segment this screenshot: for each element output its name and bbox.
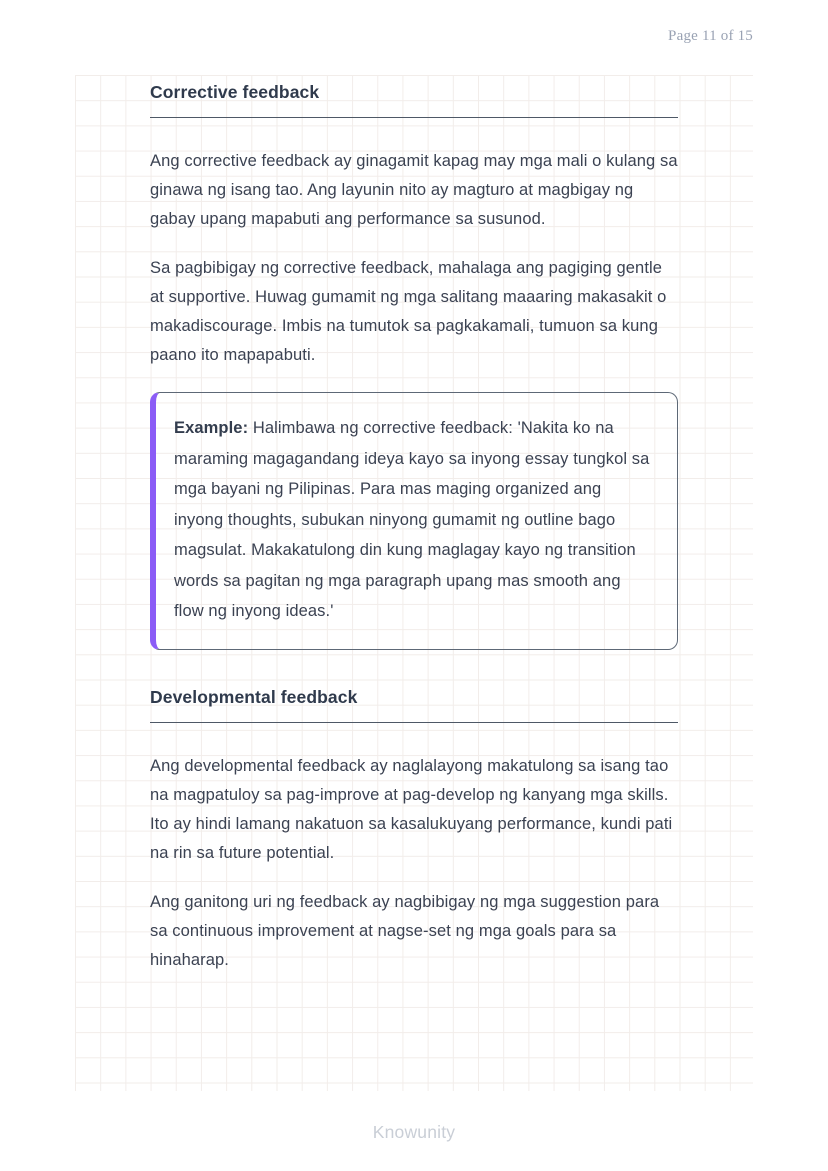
example-text: Halimbawa ng corrective feedback: 'Nakita ko na maraming magagandang ideya kayo sa inyong essay tungkol sa mga bayani ng Pilipinas. Para mas maging organized ang inyong thoughts, subukan ninyong gumamit ng outline bago magsulat. Makakatulong din kung maglagay kayo ng transition words sa pagitan ng mga paragraph upang mas smooth ang flow ng inyong ideas.' <box>174 419 650 620</box>
paragraph-corrective-2: Sa pagbibigay ng corrective feedback, mahalaga ang pagiging gentle at supportive. Huwag gumamit ng mga salitang maaaring makasakit o makadiscourage. Imbis na tumutok sa pagkakamali, tumuon sa kung paano ito mapapabuti. <box>150 259 667 364</box>
example-label: Example: <box>174 419 249 437</box>
page-indicator: Page 11 of 15 <box>668 28 753 44</box>
example-paragraph <box>174 413 653 627</box>
paragraph-developmental-1: Ang developmental feedback ay naglalayong makatulong sa isang tao na magpatuloy sa pag-improve at pag-develop ng kanyang mga skills. Ito ay hindi lamang nakatuon sa kasalukuyang performance, kundi pati na rin sa future potential. <box>150 756 673 862</box>
footer-brand-knowunity: Knowunity <box>372 1122 456 1142</box>
section-heading-corrective-feedback: Corrective feedback <box>150 81 678 118</box>
section-heading-developmental-feedback: Developmental feedback <box>150 686 678 723</box>
example-callout-box <box>150 392 678 650</box>
content-column <box>150 75 678 975</box>
paragraph-corrective-1: Ang corrective feedback ay ginagamit kapag may mga mali o kulang sa ginawa ng isang tao. Ang layunin nito ay magturo at magbigay ng gabay upang mapabuti ang performance sa susunod. <box>150 152 678 228</box>
paragraph-developmental-2: Ang ganitong uri ng feedback ay nagbibigay ng mga suggestion para sa continuous improvement at nagse-set ng mga goals para sa hinaharap. <box>150 892 660 969</box>
